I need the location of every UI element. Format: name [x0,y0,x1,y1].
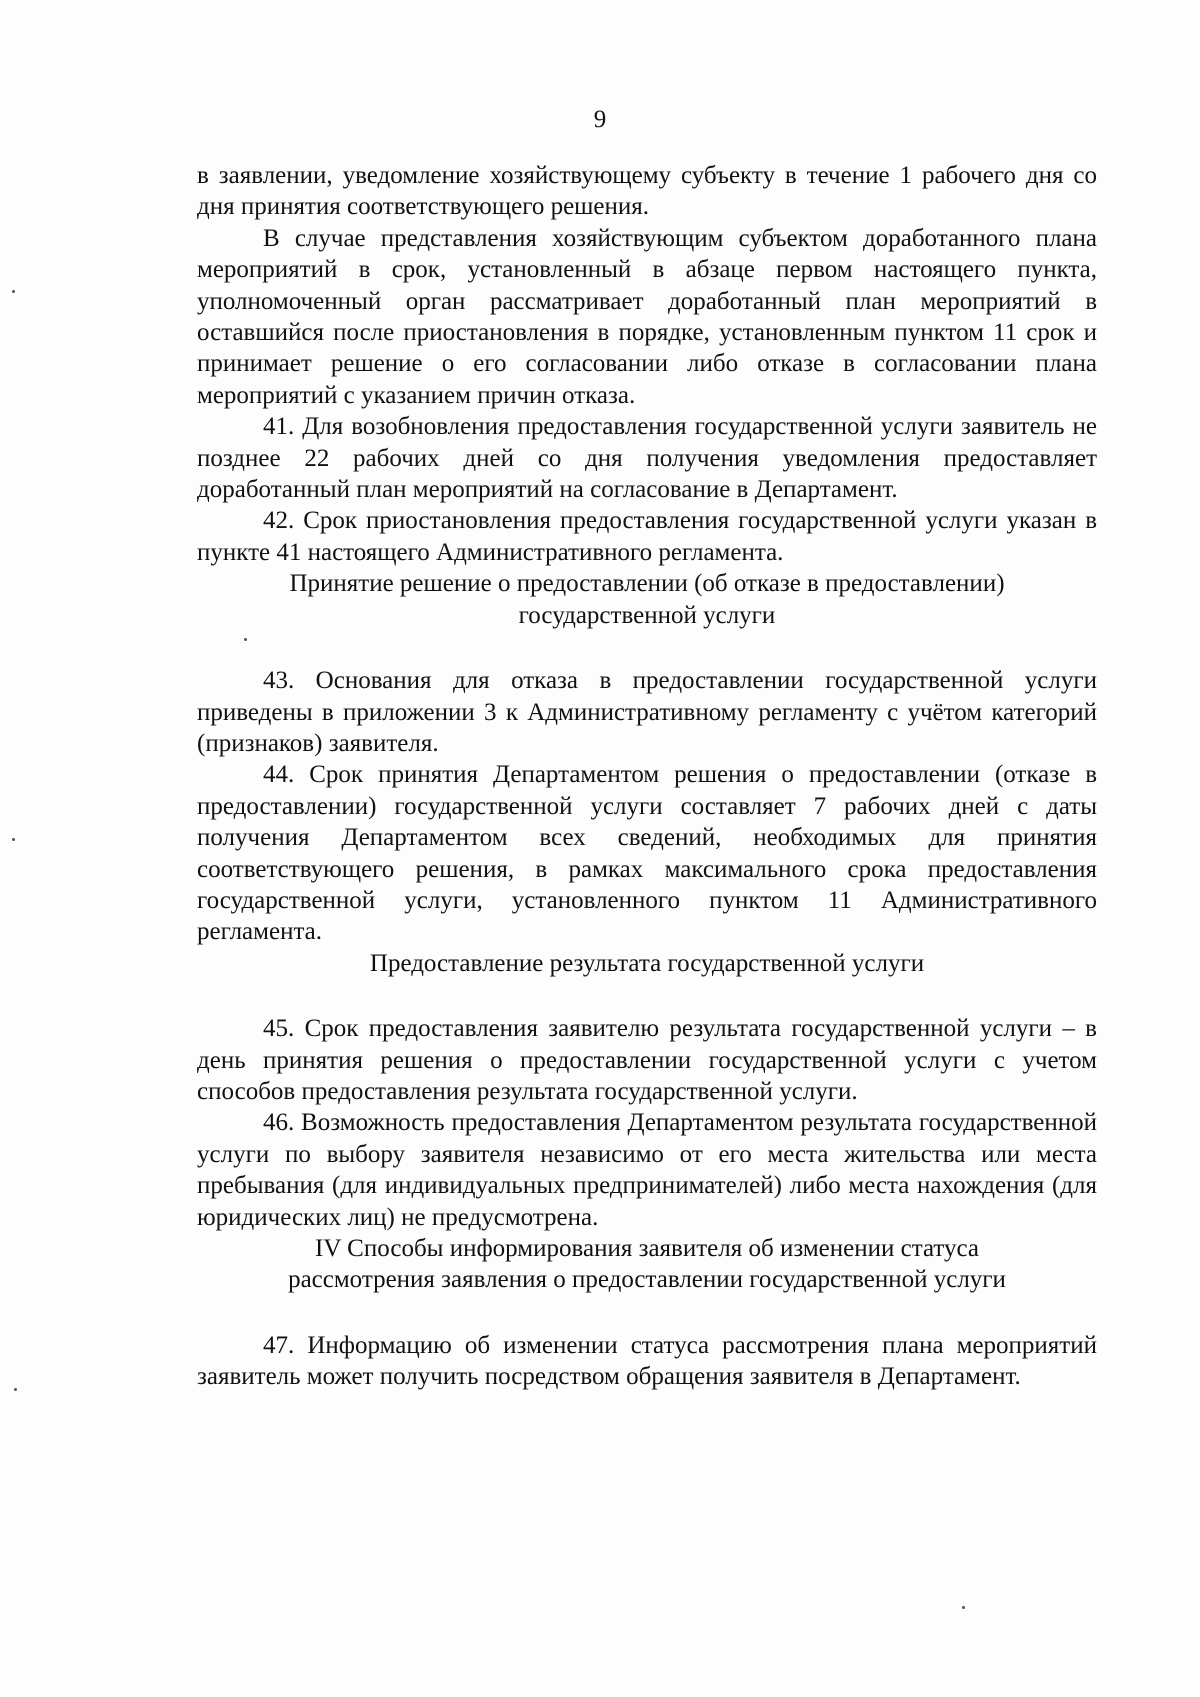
section-heading-result: Предоставление результата государственной услуги [369,949,925,977]
section-heading-status-line1: IV Способы информирования заявителя об изменении статуса [315,1235,979,1262]
paragraph-continuation: в заявлении, уведомление хозяйствующему субъекту в течение 1 рабочего дня со дня принятия соответствующего решения. [197,162,1097,221]
section-heading-decision-line2: государственной услуги [518,601,776,629]
scan-speck [244,638,247,641]
section-heading-decision [197,568,1097,631]
section-heading-status-line2: рассмотрения заявления о предоставлении государственной услуги [288,1266,1006,1294]
paragraph-resubmission: В случае представления хозяйствующим субъектом доработанного плана мероприятий в срок, установленный в абзаце первом настоящего пункта, уполномоченный орган рассматривает доработанный план мероприятий в оставшийся после приостановления в порядке, установленным пунктом 11 срок и принимает решение о его согласовании либо отказе в согласовании плана мероприятий с указанием причин отказа. [197,224,1097,409]
section-status-body [197,1330,1097,1393]
scan-speck [12,290,15,293]
section-result-body [197,1013,1097,1233]
scan-speck [962,1606,965,1609]
scan-speck [12,838,15,841]
paragraph-46: 46. Возможность предоставления Департаментом результата государственной услуги по выбору заявителя независимо от его места жительства или места пребывания (для индивидуальных предпринимателей) либо места нахождения (для юридических лиц) не предусмотрена. [197,1109,1097,1231]
paragraph-44: 44. Срок принятия Департаментом решения о предоставлении (отказе в предоставлении) государственной услуги составляет 7 рабочих дней с даты получения Департаментом всех сведений, необходимых для принятия соответствующего решения, в рамках максимального срока предоставления государственной услуги, установленного пунктом 11 Административного регламента. [197,761,1097,946]
paragraph-43: 43. Основания для отказа в предоставлении государственной услуги приведены в приложении 3 к Административному регламенту с учётом категорий (признаков) заявителя. [197,667,1097,757]
section-heading-decision-line1: Принятие решение о предоставлении (об отказе в предоставлении) [289,570,1005,598]
page-number: 9 [593,106,607,133]
section-heading-status [197,1233,1097,1296]
paragraph-41: 41. Для возобновления предоставления государственной услуги заявитель не позднее 22 рабочих дней со дня получения уведомления предоставляет доработанный план мероприятий на согласование в Департамент. [197,413,1097,504]
scan-speck [14,1388,17,1391]
section-decision-body [197,665,1097,948]
paragraph-45: 45. Срок предоставления заявителю результата государственной услуги – в день принятия решения о предоставлении государственной услуги с учетом способов предоставления результата государственной услуги. [197,1015,1097,1105]
paragraph-47: 47. Информацию об изменении статуса рассмотрения плана мероприятий заявитель может получить посредством обращения заявителя в Департамент. [197,1331,1097,1391]
document-body [197,160,1097,1393]
paragraph-42: 42. Срок приостановления предоставления государственной услуги указан в пункте 41 настоящего Административного регламента. [197,507,1097,566]
